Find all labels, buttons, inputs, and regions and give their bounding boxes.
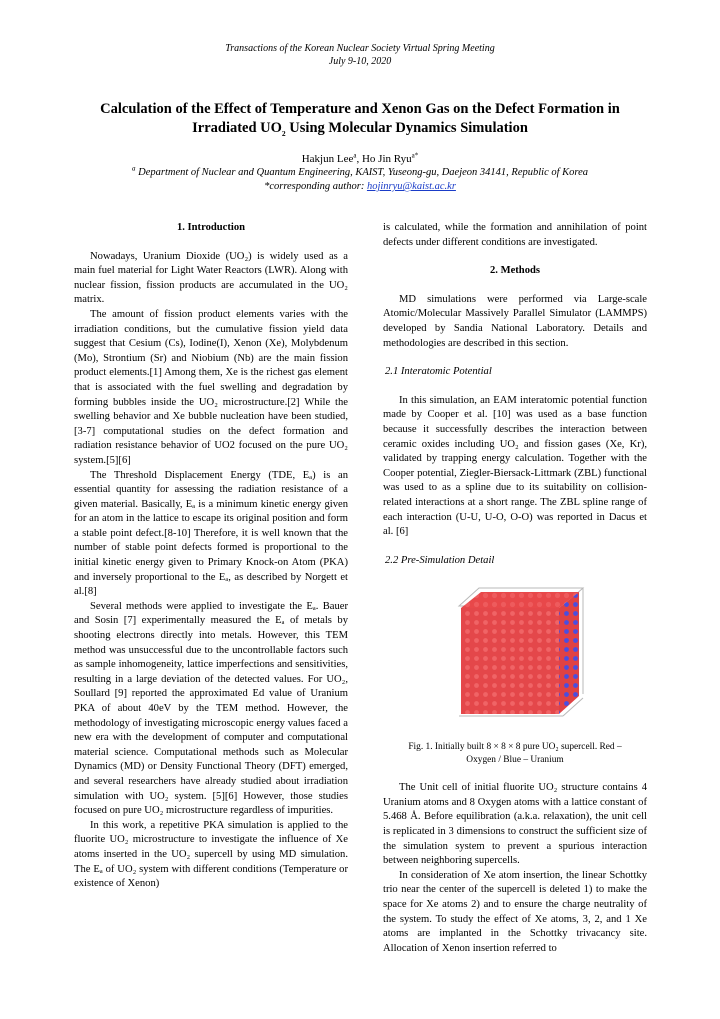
supercell-front-face bbox=[461, 608, 559, 714]
corresponding-author bbox=[0, 180, 720, 194]
left-column bbox=[74, 221, 348, 892]
affil-mark: a bbox=[131, 164, 136, 173]
paragraph: Nowadays, Uranium Dioxide (UO₂) is widely used as a main fuel material for Light Water Reactors (LWR). Along with nuclear fission, fission products are accumulated in the UO₂ matrix. bbox=[74, 250, 348, 306]
supercell-side-face bbox=[559, 592, 579, 714]
paragraph: The Threshold Displacement Energy (TDE, Eₐ) is an essential quantity for assessing the radiation resistance of a given material. Basically, Eₐ is a minimum kinetic energy given for an atom in the lattice to escape its original position and form a stable point defect.[8-10] Therefore, it is well known that the number of stable point defects formed is proportional to the initial kinetic energy given to Primary Knock-on Atom (PKA) and inversely proportional to the Eₐ, as described by Norgett et al.[8] bbox=[74, 469, 348, 598]
affiliation bbox=[0, 166, 720, 194]
right-column bbox=[383, 221, 647, 956]
supercell-top-face bbox=[461, 592, 579, 608]
author-name: Ho Jin Ryu bbox=[361, 153, 412, 165]
supercell-image bbox=[445, 582, 595, 732]
paragraph: In this simulation, an EAM interatomic potential function made by Cooper et al. [10] was used as a base function because it successfully describes the interaction between ceramic oxides including UO₂ and fission gases (Xe, Kr), validated by trapping energy calculation. Together with the Cooper potential, Ziegler-Biersack-Littmark (ZBL) functional was used to as a spline due to its suitability on collision-related interactions at a short range. The ZBL spline range of each interaction (U-U, U-O, O-O) was reported in Dacus et al. [6] bbox=[383, 394, 647, 538]
title-subscript: 2 bbox=[281, 128, 286, 138]
paragraph: In this work, a repetitive PKA simulation is applied to the fluorite UO₂ microstructure to investigate the influence of Xe atoms inserted in the UO₂ supercell by using MD simulation. The Eₐ of UO₂ system with different conditions (Temperature or existence of Xenon) bbox=[74, 819, 348, 890]
title-line-2 bbox=[60, 119, 660, 138]
title-part: Irradiated UO bbox=[192, 120, 282, 136]
section-heading-introduction: 1. Introduction bbox=[176, 222, 246, 233]
title-part: Using Molecular Dynamics Simulation bbox=[285, 120, 528, 136]
section-heading-methods: 2. Methods bbox=[489, 265, 541, 277]
paragraph: MD simulations were performed via Large-scale Atomic/Molecular Massively Parallel Simulator (LAMMPS) developed by Sandia National Laboratory. Details and methodologies are described in this section. bbox=[383, 293, 647, 349]
paragraph: is calculated, while the formation and annihilation of point defects under different conditions are investigated. bbox=[383, 222, 647, 248]
author-separator: , bbox=[356, 153, 362, 165]
conference-name: Transactions of the Korean Nuclear Society Virtual Spring Meeting bbox=[225, 43, 495, 54]
author-affil-mark: a* bbox=[411, 151, 419, 160]
author-name: Hakjun Lee bbox=[301, 153, 354, 165]
figure-1-caption bbox=[383, 741, 647, 767]
paragraph: Several methods were applied to investigate the Eₐ. Bauer and Sosin [7] experimentally measured the Eₐ of metals by shooting electrons directly into metals. However, this TEM method was unsuccessful due to the uncontrollable factors such as sample inhomogeneity, lattice imperfections and sensitivities, resulting in a large deviation of the detected values. For UO₂, Soullard [9] reported the approximated Ed value of Uranium PKA of about 40eV by the TEM method. However, the methodology of investigating microscopic energy values faced a new era with the development of computer and computational material science. Computational methods such as Molecular Dynamics (MD) or Density Functional Theory (DFT) emerged, and several researchers have already studied about irradiation simulation with UO₂ system. [5][6] However, those studies focused on pure UO₂ microstructure regardless of impurities. bbox=[74, 600, 348, 817]
paragraph: In consideration of Xe atom insertion, the linear Schottky trio near the center of the supercell is deleted 1) to make the space for Xe atoms 2) and to ensure the charge neutrality of the system. To study the effect of Xe atoms, 3, 2, and 1 Xe atoms are implanted in the Schottky trivacancy site. Allocation of Xenon insertion referred to bbox=[383, 869, 647, 954]
caption-line: Fig. 1. Initially built 8 × 8 × 8 pure UO₂ supercell. Red – bbox=[408, 742, 622, 753]
author-affil-mark: a bbox=[353, 151, 357, 160]
conference-date: July 9-10, 2020 bbox=[328, 56, 392, 67]
paragraph: The amount of fission product elements varies with the irradiation conditions, but the cumulative fission yield data suggest that Cesium (Cs), Iodine(I), Xenon (Xe), Molybdenum (Mo), Strontium (Sr) and Niobium (Nb) are the main fission product elements.[1] Among them, Xe is the richest gas element that is associated with the fuel swelling and degradation by forming bubbles inside the UO₂ microstructure.[2] While the swelling behavior and Xe bubble nucleation have been studied,[3-7] computational studies on the defect formation and radiation resistance behavior of UO2 focused on the pure UO₂ system.[5][6] bbox=[74, 308, 348, 466]
author-list bbox=[0, 152, 720, 166]
conference-header bbox=[0, 42, 720, 68]
email-link[interactable]: hojinryu@kaist.ac.kr bbox=[366, 181, 456, 192]
caption-line: Oxygen / Blue – Uranium bbox=[466, 755, 564, 766]
paragraph: The Unit cell of initial fluorite UO₂ structure contains 4 Uranium atoms and 8 Oxygen atoms with a lattice constant of 5.468 Å. Before equilibration (a.k.a. relaxation), the unit cell is replicated in 3 dimensions to construct the sufficient size of the simulation system to prevent a spurious interaction between neighboring supercells. bbox=[383, 782, 647, 867]
figure-1 bbox=[383, 582, 647, 737]
affil-text: Department of Nuclear and Quantum Engineering, KAIST, Yuseong-gu, Daejeon 34141, Republic of Korea bbox=[135, 167, 589, 178]
paper-title bbox=[60, 100, 660, 138]
affiliation-line bbox=[0, 166, 720, 180]
subsection-heading-presim: 2.2 Pre-Simulation Detail bbox=[385, 554, 495, 566]
title-line-1: Calculation of the Effect of Temperature and Xenon Gas on the Defect Formation in bbox=[100, 101, 620, 117]
subsection-heading-potential: 2.1 Interatomic Potential bbox=[385, 366, 492, 378]
corr-label: *corresponding author: bbox=[264, 181, 367, 192]
